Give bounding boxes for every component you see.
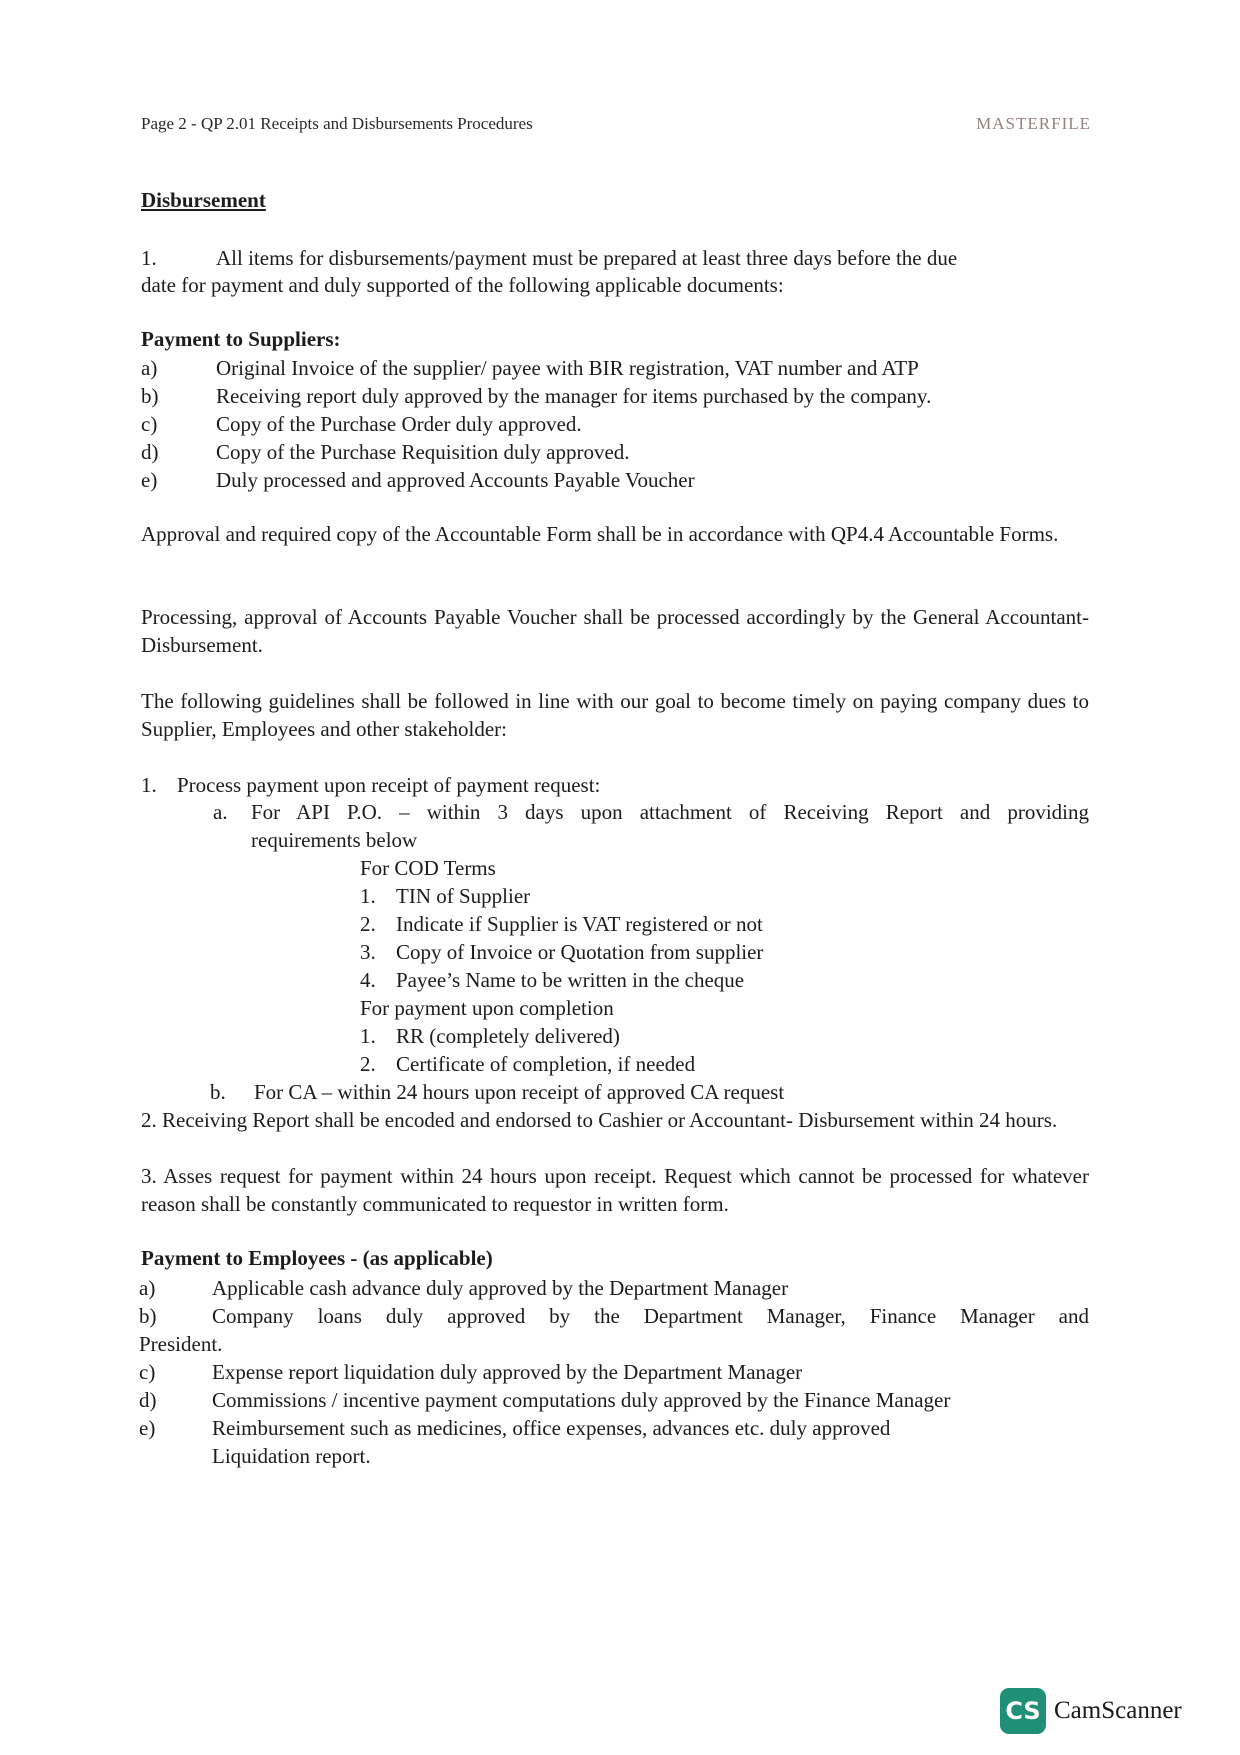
employees-item-marker: b) (139, 1304, 157, 1328)
suppliers-heading: Payment to Suppliers: (141, 327, 341, 351)
intro-number: 1. (141, 246, 157, 270)
cod-item-text: Copy of Invoice or Quotation from supplier (396, 940, 764, 964)
guideline-1-text: Process payment upon receipt of payment request: (177, 773, 601, 797)
guideline-3: 3. Asses request for payment within 24 hours upon receipt. Request which cannot be processed for whatever reason shall be constantly communicated to requestor in written form. (141, 1164, 1089, 1216)
completion-item-number: 1. (360, 1024, 376, 1048)
employees-item-text: Commissions / incentive payment computations duly approved by the Finance Manager (212, 1388, 951, 1412)
guidelines-paragraph: The following guidelines shall be followed in line with our goal to become timely on paying company dues to Supplier, Employees and other stakeholder: (141, 689, 1089, 741)
camscanner-logo-icon: CS (1000, 1688, 1046, 1734)
approval-paragraph: Approval and required copy of the Accountable Form shall be in accordance with QP4.4 Accountable Forms. (141, 522, 1059, 546)
employees-heading: Payment to Employees - (as applicable) (141, 1246, 493, 1270)
employees-item-continuation: Liquidation report. (212, 1444, 371, 1468)
intro-line-2: date for payment and duly supported of the following applicable documents: (141, 273, 784, 297)
employees-item-text: Applicable cash advance duly approved by the Department Manager (212, 1276, 789, 1300)
section-title: Disbursement (141, 188, 266, 212)
employees-item-text: Company loans duly approved by the Department Manager, Finance Manager and (212, 1304, 1089, 1328)
employees-item-text: Reimbursement such as medicines, office expenses, advances etc. duly approved (212, 1416, 891, 1440)
header-title: Page 2 - QP 2.01 Receipts and Disbursements Procedures (141, 114, 533, 133)
employees-item-marker: c) (139, 1360, 156, 1384)
employees-item-marker: a) (139, 1276, 156, 1300)
guideline-1-number: 1. (141, 773, 157, 797)
employees-item-text: Expense report liquidation duly approved by the Department Manager (212, 1360, 803, 1384)
cod-item-text: TIN of Supplier (396, 884, 531, 908)
guideline-b-text: For CA – within 24 hours upon receipt of approved CA request (254, 1080, 785, 1104)
cod-item-text: Indicate if Supplier is VAT registered or not (396, 912, 763, 936)
completion-item-text: RR (completely delivered) (396, 1024, 620, 1048)
processing-paragraph: Processing, approval of Accounts Payable Voucher shall be processed accordingly by the General Accountant-Disbursement. (141, 605, 1089, 657)
guideline-a-line-1: For API P.O. – within 3 days upon attachment of Receiving Report and providing (251, 800, 1089, 824)
intro-line-1: All items for disbursements/payment must be prepared at least three days before the due (216, 246, 958, 270)
completion-item-number: 2. (360, 1052, 376, 1076)
cod-item-number: 2. (360, 912, 376, 936)
completion-item-text: Certificate of completion, if needed (396, 1052, 696, 1076)
guideline-a-marker: a. (213, 800, 228, 824)
cod-item-number: 4. (360, 968, 376, 992)
guideline-2: 2. Receiving Report shall be encoded and endorsed to Cashier or Accountant- Disbursement within 24 hours. (141, 1108, 1058, 1132)
guideline-b-marker: b. (210, 1080, 226, 1104)
page-header (141, 114, 1091, 134)
camscanner-watermark-text: CamScanner (1054, 1697, 1182, 1724)
completion-heading: For payment upon completion (360, 996, 614, 1020)
document-page: Page 2 - QP 2.01 Receipts and Disbursements Procedures MASTERFILE Disbursement 1. All items for disbursements/payment must be prepared at least three days before the due date for payment and duly supported of the following applicable documents: Payment to Suppliers: a) Original Invoice of the supplier/ payee with BIR registration, VAT number and ATP b) Receiving report duly approved by the manager for items purchased by the company. c) Copy of the Purchase Order duly approved. d) Copy of the Purchase Requisition duly approved. e) Duly processed and approved Accounts Payable Voucher Approval and required copy of the Accountable Form shall be in accordance with QP4.4 Accountable Forms. Processing, approval of Accounts Payable Voucher shall be processed accordingly by the General Accountant-Disbursement. The following guidelines shall be followed in line with our goal to become timely on paying company dues to Supplier, Employees and other stakeholder: 1. Process payment upon receipt of payment request: a. For API P.O. – within 3 days upon attachment of Receiving Report and providing requirements below For COD Terms 1. TIN of Supplier 2. Indicate if Supplier is VAT registered or not 3. Copy of Invoice or Quotation from supplier 4. Payee’s Name to be written in the cheque For payment upon completion 1. RR (completely delivered) 2. Certificate of completion, if needed b. For CA – within 24 hours upon receipt of approved CA request 2. Receiving Report shall be encoded and endorsed to Cashier or Accountant- Disbursement within 24 hours. 3. Asses request for payment within 24 hours upon receipt. Request which cannot be processed for whatever reason shall be constantly communicated to requestor in written form. Payment to Employees - (as applicable) a) Applicable cash advance duly approved by the Department Manager b) Company loans duly approved by the Department Manager, Finance Manager and President. c) Expense report liquidation duly approved by the Department Manager d) Commissions / incentive payment computations duly approved by the Finance Manager e) Reimbursement such as medicines, office expenses, advances etc. duly approved Liquidation report. CS CamScanner (0, 0, 1240, 1755)
cod-item-number: 3. (360, 940, 376, 964)
employees-item-continuation: President. (139, 1332, 223, 1356)
employees-item-marker: d) (139, 1388, 157, 1412)
header-masterfile-label: MASTERFILE (976, 114, 1091, 133)
guideline-a-line-2: requirements below (251, 828, 418, 852)
cod-heading: For COD Terms (360, 856, 496, 880)
employees-item-marker: e) (139, 1416, 156, 1440)
cod-item-text: Payee’s Name to be written in the cheque (396, 968, 745, 992)
cod-item-number: 1. (360, 884, 376, 908)
